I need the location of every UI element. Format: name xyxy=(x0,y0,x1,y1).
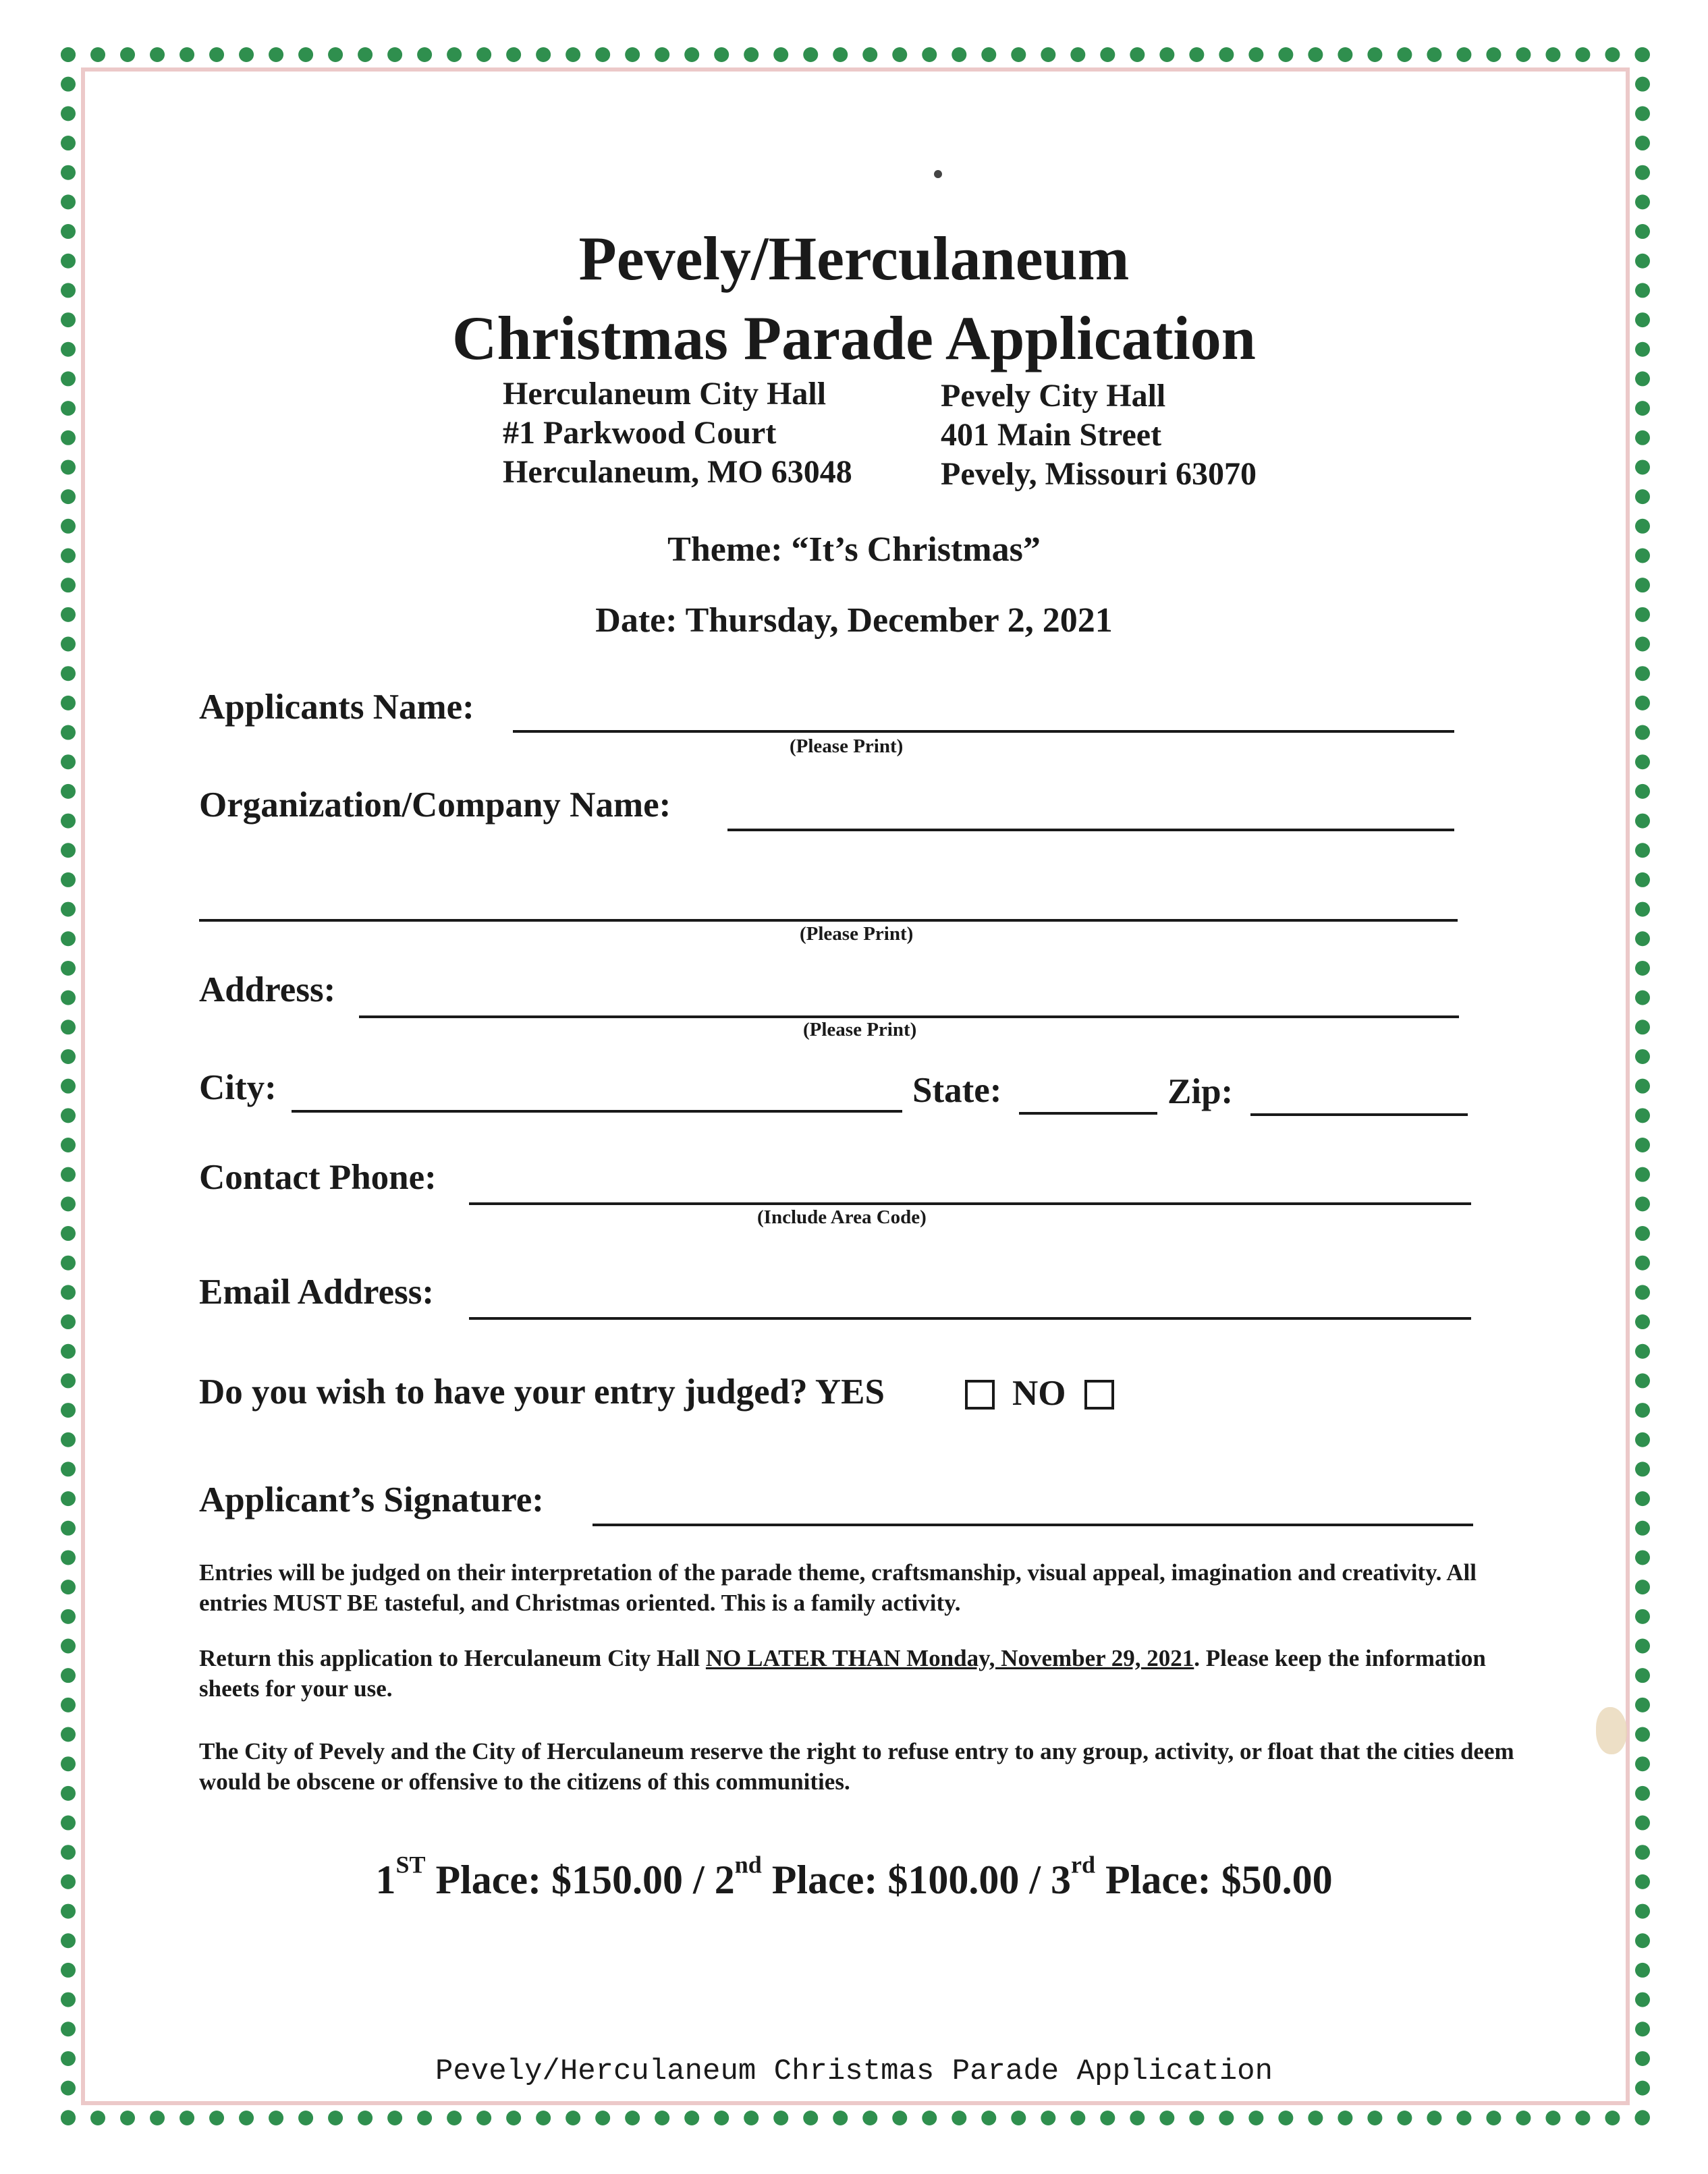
return-deadline-paragraph xyxy=(199,1643,1522,1704)
first-place-text: Place: $150.00 / xyxy=(425,1858,715,1902)
applicant-name-field[interactable] xyxy=(513,730,1454,733)
scan-speck xyxy=(934,170,942,178)
no-label: NO xyxy=(1012,1374,1066,1413)
second-place-num: 2 xyxy=(714,1858,735,1902)
herculaneum-city: Herculaneum, MO 63048 xyxy=(503,454,852,490)
herculaneum-street: #1 Parkwood Court xyxy=(503,415,777,451)
yes-checkbox[interactable] xyxy=(965,1380,995,1410)
third-place-text: Place: $50.00 xyxy=(1095,1858,1333,1902)
title-line1: Pevely/Herculaneum xyxy=(578,224,1130,293)
no-checkbox[interactable] xyxy=(1084,1380,1114,1410)
state-field[interactable] xyxy=(1019,1112,1157,1115)
signature-label: Applicant’s Signature: xyxy=(199,1480,544,1520)
address-field[interactable] xyxy=(359,1015,1459,1018)
third-place-sup: rd xyxy=(1071,1851,1095,1878)
herculaneum-address xyxy=(503,374,852,492)
please-print-hint: (Please Print) xyxy=(803,1019,917,1040)
second-place-text: Place: $100.00 / xyxy=(761,1858,1051,1902)
third-place-num: 3 xyxy=(1051,1858,1071,1902)
state-label: State: xyxy=(912,1071,1002,1110)
refusal-paragraph: The City of Pevely and the City of Herculaneum reserve the right to refuse entry to any group, activity, or float that the cities deem would be obscene or offensive to the citizens of this communities. xyxy=(199,1738,1514,1795)
zip-label: Zip: xyxy=(1167,1072,1234,1111)
address-label: Address: xyxy=(199,970,336,1009)
contact-phone-label: Contact Phone: xyxy=(199,1158,437,1197)
footer-title: Pevely/Herculaneum Christmas Parade Application xyxy=(435,2055,1273,2088)
email-field[interactable] xyxy=(469,1317,1471,1320)
organization-field[interactable] xyxy=(727,829,1454,831)
applicant-name-label: Applicants Name: xyxy=(199,688,474,727)
theme: Theme: “It’s Christmas” xyxy=(667,530,1041,569)
pevely-address xyxy=(941,377,1257,494)
judged-question-text: Do you wish to have your entry judged? xyxy=(199,1372,808,1412)
include-area-code-hint: (Include Area Code) xyxy=(757,1206,927,1228)
return-text-after: . Please keep the information sheets for your use. xyxy=(199,1645,1486,1702)
signature-field[interactable] xyxy=(593,1524,1473,1526)
judging-criteria-paragraph: Entries will be judged on their interpretation of the parade theme, craftsmanship, visual appeal, imagination and creativity. All entries MUST BE tasteful, and Christmas oriented. This is a family activity. xyxy=(199,1559,1477,1616)
zip-field[interactable] xyxy=(1250,1113,1468,1116)
date: Date: Thursday, December 2, 2021 xyxy=(595,601,1113,640)
prize-line xyxy=(0,1851,1708,1903)
return-text-before: Return this application to Herculaneum City Hall xyxy=(199,1645,706,1671)
deadline-text: NO LATER THAN Monday, November 29, 2021 xyxy=(705,1645,1194,1671)
second-place-sup: nd xyxy=(734,1851,762,1878)
city-label: City: xyxy=(199,1068,277,1107)
please-print-hint: (Please Print) xyxy=(790,735,904,757)
title-line2: Christmas Parade Application xyxy=(452,304,1256,372)
city-field[interactable] xyxy=(292,1110,902,1113)
email-label: Email Address: xyxy=(199,1273,434,1312)
judged-question xyxy=(199,1372,885,1412)
pevely-name: Pevely City Hall xyxy=(941,378,1166,414)
first-place-num: 1 xyxy=(375,1858,396,1902)
contact-phone-field[interactable] xyxy=(469,1202,1471,1205)
pevely-city: Pevely, Missouri 63070 xyxy=(941,456,1257,492)
organization-field-line2[interactable] xyxy=(199,919,1458,922)
yes-label: YES xyxy=(815,1372,885,1412)
herculaneum-name: Herculaneum City Hall xyxy=(503,376,827,412)
paper-stain xyxy=(1596,1707,1627,1754)
pevely-street: 401 Main Street xyxy=(941,417,1162,453)
first-place-sup: ST xyxy=(395,1851,426,1878)
please-print-hint: (Please Print) xyxy=(800,923,914,945)
organization-label: Organization/Company Name: xyxy=(199,785,671,825)
